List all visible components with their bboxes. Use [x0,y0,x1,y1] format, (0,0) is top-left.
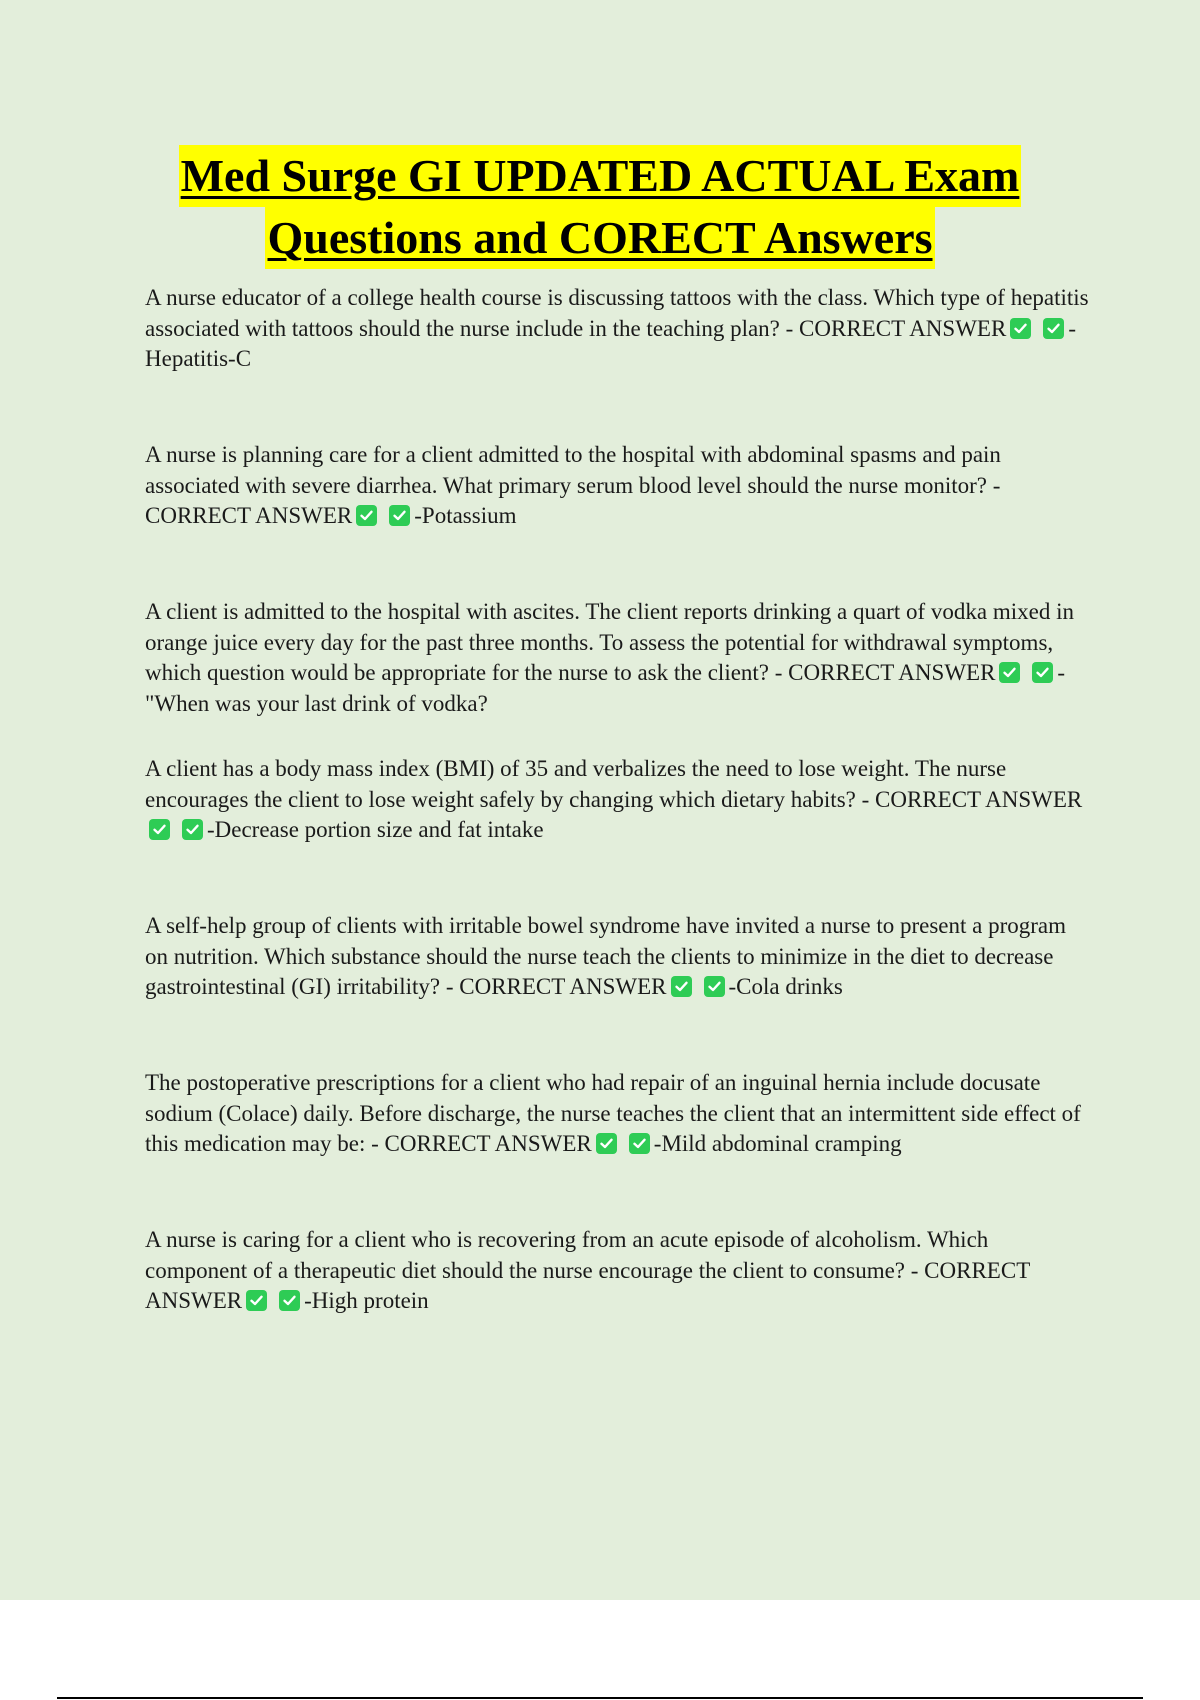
title-line-1: Med Surge GI UPDATED ACTUAL Exam [179,145,1022,207]
question-text: A client is admitted to the hospital with ascites. The client reports drinking a quart of vodka mixed in orange juice every day for the past three months. To assess the potential for withdrawal symptoms, which question would be appropriate for the nurse to ask the client? - CORRECT ANSWER [145,599,1074,685]
check-box-icon [246,1290,267,1311]
qa-item [145,283,1090,440]
check-box-icon [356,505,377,526]
question-text: A nurse is planning care for a client admitted to the hospital with abdominal spasms and pain associated with severe diarrhea. What primary serum blood level should the nurse monitor? - CORRECT ANSWER [145,442,1001,528]
check-box-icon [182,819,203,840]
document-title [0,145,1200,269]
question-text: The postoperative prescriptions for a client who had repair of an inguinal hernia include docusate sodium (Colace) daily. Before discharge, the nurse teaches the client that an intermittent side effect of this medication may be: - CORRECT ANSWER [145,1070,1081,1156]
answer-text: -"When was your last drink of vodka? [145,660,1066,716]
check-box-icon [279,1290,300,1311]
qa-list [145,283,1090,1382]
check-box-icon [149,819,170,840]
check-box-icon [1032,662,1053,683]
answer-text: -Decrease portion size and fat intake [207,817,544,842]
answer-text: -High protein [304,1288,429,1313]
question-text: A self-help group of clients with irritable bowel syndrome have invited a nurse to present a program on nutrition. Which substance should the nurse teach the clients to minimize in the diet to decrease gastrointestinal (GI) irritability? - CORRECT ANSWER [145,913,1067,999]
answer-text: -Cola drinks [728,974,843,999]
check-box-icon [671,976,692,997]
qa-item [145,911,1090,1068]
qa-item [145,1068,1090,1225]
answer-text: -Mild abdominal cramping [653,1131,902,1156]
check-box-icon [1043,318,1064,339]
qa-item [145,597,1090,754]
qa-item [145,440,1090,597]
answer-text: -Hepatitis-C [145,315,1076,371]
check-box-icon [629,1133,650,1154]
question-text: A client has a body mass index (BMI) of 35 and verbalizes the need to lose weight. The nurse encourages the client to lose weight safely by changing which dietary habits? - CORRECT ANSWER [145,756,1083,812]
footer-divider [57,1697,1143,1699]
qa-item [145,1225,1090,1382]
check-box-icon [1010,318,1031,339]
check-box-icon [999,662,1020,683]
question-text: A nurse educator of a college health course is discussing tattoos with the class. Which type of hepatitis associated with tattoos should the nurse include in the teaching plan? - CORRECT ANSWER [145,285,1089,341]
check-box-icon [704,976,725,997]
question-text: A nurse is caring for a client who is recovering from an acute episode of alcoholism. Which component of a therapeutic diet should the nurse encourage the client to consume? - CORRECT ANSWER [145,1227,1030,1313]
check-box-icon [596,1133,617,1154]
qa-item [145,754,1090,911]
answer-text: -Potassium [414,503,517,528]
check-box-icon [389,505,410,526]
title-line-2: Questions and CORECT Answers [265,207,934,269]
